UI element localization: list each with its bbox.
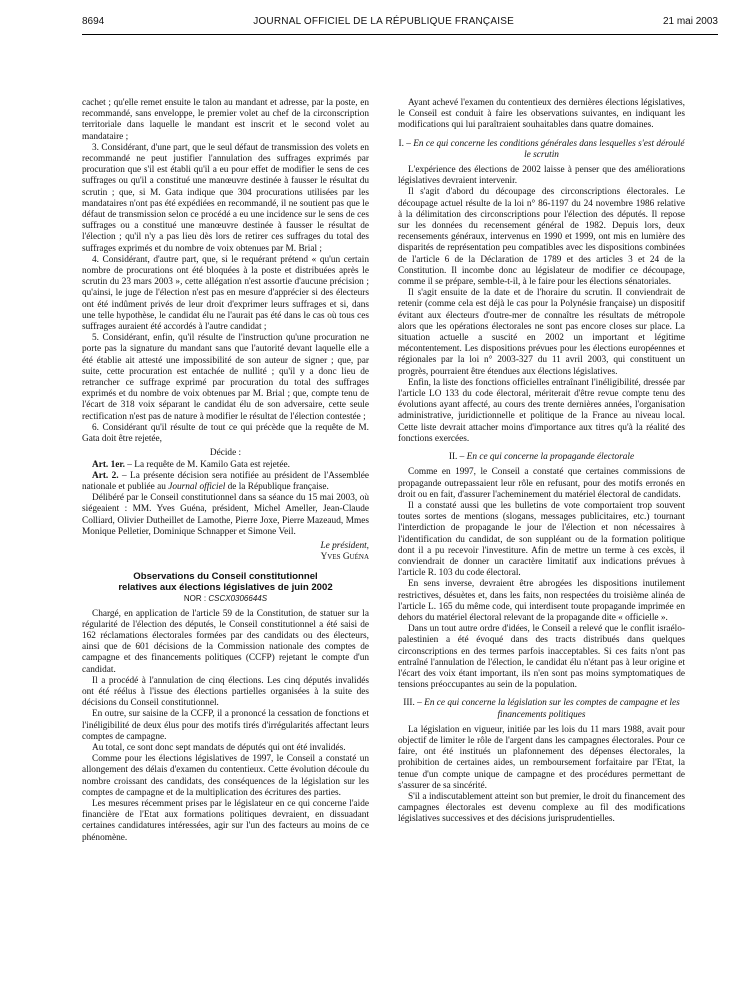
- section-heading-3: [398, 698, 685, 720]
- paragraph: L'expérience des élections de 2002 laisse à penser que des améliorations législatives devraient intervenir.: [398, 165, 685, 187]
- paragraph: En sens inverse, devraient être abrogées les dispositions inutilement restrictives, désuètes et, dans les faits, non respectées du troisième alinéa de l'article L. 165 du même code, qui interdisent toute propagande imprimée en dehors du matériel électoral relevant de la propagande dite « officielle ».: [398, 579, 685, 623]
- header-rule: [82, 34, 718, 35]
- paragraph: En outre, sur saisine de la CCFP, il a prononcé la cessation de fonctions et l'inéligibilité de deux élus pour des motifs tirés d'irrégularités affectant leurs comptes de campagne.: [82, 709, 369, 742]
- page-number: 8694: [82, 16, 105, 27]
- section-number: III. –: [403, 698, 425, 709]
- article-1: [82, 460, 369, 471]
- paragraph: Dans un tout autre ordre d'idées, le Conseil a relevé que le conflit israélo-palestinien a été évoqué dans des tracts distribués dans quelques circonscriptions en des termes parfois inacceptables. Si ces faits n'ont pas entraîné l'annulation de l'élection, le candidat élu n'étant pas à leur origine et l'écart des voix étant important, ils n'en sont pas moins symptomatiques de tensions préoccupantes au sein de la population.: [398, 624, 685, 691]
- nor-label: NOR :: [183, 594, 209, 604]
- section-number: II. –: [448, 452, 467, 463]
- paragraph: 3. Considérant, d'une part, que le seul défaut de transmission des volets en recommandé ne peut justifier l'annulation des suffrages exprimés par procuration que s'il est établi qu'il a eu pour effet de modifier le sens de ces suffrages ou qu'il a constitué une manœuvre destinée à fausser le résultat du scrutin ; que, si M. Gata indique que 304 procurations utilisées par les mandataires n'ont pas été expédiées en recommandé, il ne soutient pas que le défaut de transmission selon ce procédé a eu une incidence sur le sens de ces suffrages ou a constitué une manœuvre destinée à fausser le résultat de l'élection ; qu'il n'y a pas lieu dès lors de retirer ces suffrages du total des suffrages exprimés et du nombre de voix obtenues par M. Brial ;: [82, 142, 369, 254]
- left-column: [82, 98, 369, 844]
- paragraph: Au total, ce sont donc sept mandats de députés qui ont été invalidés.: [92, 742, 346, 753]
- article-2: [82, 471, 369, 493]
- article-2-text: – La présente décision sera notifiée au président de l'Assemblée nationale et publiée au: [82, 470, 369, 492]
- paragraph: La législation en vigueur, initiée par les lois du 11 mars 1988, avait pour objectif de limiter le rôle de l'argent dans les campagnes électorales. Pour ce faire, ont été institués un plafonnement des dépenses électorales, la prohibition de certaines aides, un remboursement forfaitaire par l'Etat, la tenue d'un compte unique de campagne et des procédures permettant de s'assurer de sa sincérité.: [398, 724, 685, 791]
- paragraph: 4. Considérant, d'autre part, que, si le requérant prétend « qu'un certain nombre de procurations ont été bloquées à la poste et distribuées après le scrutin du 23 mars 2003 », cette allégation n'est assortie d'aucune précision ; qu'ainsi, le juge de l'élection n'est pas en mesure d'apprécier si des électeurs ont été indûment privés de leur droit d'exprimer leurs suffrages et si, dans une telle hypothèse, le candidat élu ne l'aurait pas été dans le cas où tous ces suffrages auraient été accordés à l'autre candidat ;: [82, 254, 369, 333]
- paragraph: S'il a indiscutablement atteint son but premier, le droit du financement des campagnes électorales est devenu complexe au fil des modifications législatives successives et des décisions jurisprudentielles.: [398, 791, 685, 825]
- paragraph: Comme pour les élections législatives de 1997, le Conseil a constaté un allongement des délais d'examen du contentieux. Cette évolution découle du nombre croissant des candidats, des conséquences de la législation sur les comptes de campagne et de la multiplication des écritures des parties.: [82, 754, 369, 798]
- paragraph: 5. Considérant, enfin, qu'il résulte de l'instruction qu'une procuration ne porte pas la signature du mandant sans que l'autorité devant laquelle elle a été établie ait attesté une impossibilité de son auteur de signer ; que, par suite, cette procuration est entachée de nullité ; qu'il y a donc lieu de retrancher ce suffrage exprimé par procuration du total des suffrages exprimés et du nombre de voix obtenues par M. Brial ; que, compte tenu de l'écart de 318 voix séparant le candidat élu de son adversaire, cette seule rectification n'est pas de nature à modifier le résultat de l'élection contestée ;: [82, 333, 369, 422]
- paragraph: Chargé, en application de l'article 59 de la Constitution, de statuer sur la régularité de l'élection des députés, le Conseil constitutionnel a été saisi de 162 réclamations électorales formées par des candidats ou des électeurs, ainsi que de 601 décisions de la Commission nationale des comptes de campagne et des financements politiques (CCFP) rejetant le compte d'un candidat.: [82, 608, 369, 675]
- paragraph: Il a procédé à l'annulation de cinq élections. Les cinq députés invalidés ont été réélus à l'issue des élections partielles organisées à la suite des décisions du Conseil constitutionnel.: [82, 675, 369, 709]
- section-title: En ce qui concerne les conditions générales dans lesquelles s'est déroulé le scrutin: [413, 138, 685, 160]
- journal-officiel-ref: Journal officiel: [168, 481, 226, 492]
- signature-role: Le président,: [320, 540, 369, 551]
- paragraph: Ayant achevé l'examen du contentieux des dernières élections législatives, le Conseil est conduit à faire les observations suivantes, en indiquant les modifications qui lui paraîtraient souhaitables dans quatre domaines.: [398, 98, 685, 131]
- nor-reference: [82, 593, 369, 604]
- paragraph: Comme en 1997, le Conseil a constaté que certaines commissions de propagande outrepassaient leur rôle en refusant, pour des motifs erronés en droit ou en fait, d'assurer l'acheminement du matériel électoral de candidats.: [398, 467, 685, 500]
- observations-title-line-1: Observations du Conseil constitutionnel: [133, 571, 318, 583]
- paragraph: Il s'agit ensuite de la date et de l'horaire du scrutin. Il conviendrait de retenir (comme cela est déjà le cas pour la Polynésie française) un dispositif évitant aux électeurs d'outre-mer de connaître les résultats de métropole alors que les opérations électorales ne sont pas encore closes sur place. La situation actuelle a suscité en 2002 un important et légitime mécontentement. Les dispositions prévues pour les élections européennes et régionales par la loi n° 2003-327 du 11 avril 2003, qui constituent un progrès, pourraient être étendues aux élections législatives.: [398, 288, 685, 377]
- journal-title: JOURNAL OFFICIEL DE LA RÉPUBLIQUE FRANÇAISE: [253, 16, 514, 27]
- section-title: En ce qui concerne la législation sur les comptes de campagne et les financements politiques: [424, 698, 680, 720]
- running-header: [82, 16, 718, 34]
- nor-code: CSCX0306644S: [208, 594, 268, 604]
- deliberation-paragraph: Délibéré par le Conseil constitutionnel dans sa séance du 15 mai 2003, où siégeaient : MM. Yves Guéna, président, Michel Ameller, Jean-Claude Colliard, Olivier Dutheillet de Lamothe, Pierre Joxe, Pierre Mazeaud, Mmes Monique Pelletier, Dominique Schnapper et Simone Veil.: [82, 493, 369, 537]
- right-column: [398, 98, 685, 826]
- section-number: I. –: [398, 138, 414, 149]
- observations-title: [82, 571, 369, 593]
- signature-name: Yves Guéna: [320, 552, 369, 563]
- issue-date: 21 mai 2003: [662, 16, 718, 27]
- decide-heading: Décide :: [209, 448, 242, 459]
- section-title: En ce qui concerne la propagande électorale: [466, 452, 635, 463]
- section-heading-1: [398, 139, 685, 161]
- article-1-label: Art. 1er.: [92, 459, 125, 470]
- paragraph: cachet ; qu'elle remet ensuite le talon au mandant et adresse, par la poste, en recommandé, sans enveloppe, le premier volet au chef de la circonscription territoriale dans laquelle le mandant est inscrit et le second volet au mandataire ;: [82, 98, 369, 142]
- paragraph: Enfin, la liste des fonctions officielles entraînant l'inéligibilité, dressée par l'article LO 133 du code électoral, mériterait d'être revue compte tenu des évolutions ayant affecté, au cours des trente dernières années, l'organisation administrative, juridictionnelle et politique de la France au niveau local. Cette liste devrait attacher moins d'importance aux titres qu'à la réalité des fonctions exercées.: [398, 377, 685, 444]
- section-heading-2: [398, 452, 685, 463]
- article-2-text-end: de la République française.: [225, 481, 329, 492]
- observations-title-line-2: relatives aux élections législatives de juin 2002: [118, 582, 333, 594]
- article-1-text: – La requête de M. Kamilo Gata est rejetée.: [124, 459, 290, 470]
- article-2-label: Art. 2.: [92, 470, 119, 481]
- paragraph: 6. Considérant qu'il résulte de tout ce qui précède que la requête de M. Gata doit être rejetée,: [82, 422, 369, 445]
- paragraph: Les mesures récemment prises par le législateur en ce qui concerne l'aide financière de l'Etat aux formations politiques devraient, en dissuadant certaines candidatures intéressées, agir sur l'un des facteurs au moins de ce phénomène.: [82, 798, 369, 843]
- paragraph: Il a constaté aussi que les bulletins de vote comportaient trop souvent toutes sortes de mentions (slogans, messages publicitaires, etc.) tournant l'interdiction de propagande le jour de l'élection et non nécessaires à l'identification du candidat, de son suppléant ou de la formation politique dont il a pu recevoir l'investiture. Afin de mettre un terme à ces excès, il conviendrait de donner un caractère limitatif aux indications prévues à l'article R. 103 du code électoral.: [398, 500, 685, 579]
- paragraph: Il s'agit d'abord du découpage des circonscriptions électorales. Le découpage actuel résulte de la loi n° 86-1197 du 24 novembre 1986 relative à la délimitation des circonscriptions pour l'élection des députés. Il repose sur les données du recensement général de 1982. Depuis lors, deux recensements généraux, intervenus en 1990 et 1999, ont mis en lumière des disparités de représentation peu compatibles avec les dispositions combinées de l'article 6 de la Déclaration de 1789 et des articles 3 et 24 de la Constitution. Il incombe donc au législateur de modifier ce découpage, comme il se prépare, semble-t-il, à le faire pour les élections sénatoriales.: [398, 187, 685, 288]
